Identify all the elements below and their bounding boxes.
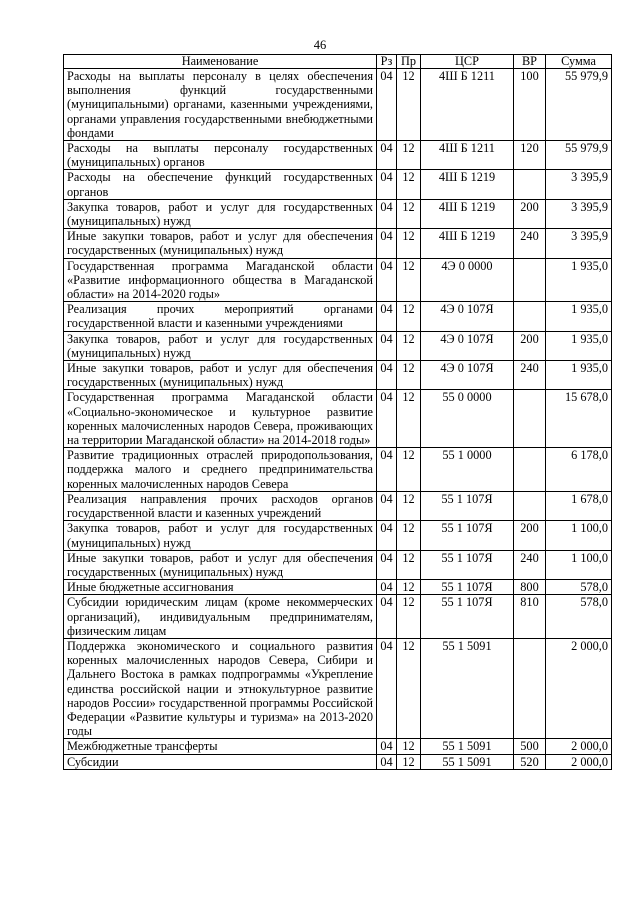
table-row <box>64 141 612 170</box>
cell-sum: 1 935,0 <box>546 331 612 360</box>
cell-vr: 240 <box>514 229 546 258</box>
cell-csr: 4Ш Б 1211 <box>421 141 514 170</box>
cell-rz: 04 <box>377 550 397 579</box>
cell-name: Субсидии юридическим лицам (кроме некоммерческих организаций), индивидуальным предпринимателям, физическим лицам <box>64 595 377 639</box>
cell-pr: 12 <box>397 580 421 595</box>
table-row <box>64 638 612 738</box>
table-body <box>64 69 612 770</box>
cell-pr: 12 <box>397 448 421 492</box>
cell-rz: 04 <box>377 331 397 360</box>
table-row <box>64 170 612 199</box>
table-row <box>64 361 612 390</box>
table-row <box>64 302 612 331</box>
cell-name: Расходы на обеспечение функций государственных органов <box>64 170 377 199</box>
cell-pr: 12 <box>397 302 421 331</box>
cell-pr: 12 <box>397 170 421 199</box>
cell-csr: 55 1 5091 <box>421 638 514 738</box>
cell-name: Поддержка экономического и социального развития коренных малочисленных народов Севера, Сибири и Дальнего Востока в рамках подпрограммы «Укрепление единства российской нации и этнокультурное развитие народов России» государственной программы Российской Федерации «Развитие культуры и туризма» на 2013-2020 годы <box>64 638 377 738</box>
cell-vr: 120 <box>514 141 546 170</box>
cell-csr: 4Э 0 107Я <box>421 361 514 390</box>
cell-pr: 12 <box>397 595 421 639</box>
cell-vr: 200 <box>514 521 546 550</box>
table-row <box>64 550 612 579</box>
cell-sum: 1 935,0 <box>546 302 612 331</box>
cell-rz: 04 <box>377 638 397 738</box>
cell-csr: 55 1 107Я <box>421 595 514 639</box>
table-header-row <box>64 55 612 69</box>
cell-rz: 04 <box>377 302 397 331</box>
cell-vr <box>514 302 546 331</box>
table-row <box>64 754 612 769</box>
cell-name: Иные закупки товаров, работ и услуг для обеспечения государственных (муниципальных) нужд <box>64 550 377 579</box>
cell-vr: 200 <box>514 331 546 360</box>
cell-vr: 100 <box>514 69 546 141</box>
cell-vr <box>514 491 546 520</box>
cell-csr: 55 1 0000 <box>421 448 514 492</box>
cell-name: Субсидии <box>64 754 377 769</box>
cell-pr: 12 <box>397 229 421 258</box>
cell-rz: 04 <box>377 229 397 258</box>
cell-pr: 12 <box>397 521 421 550</box>
cell-pr: 12 <box>397 638 421 738</box>
cell-name: Иные бюджетные ассигнования <box>64 580 377 595</box>
cell-vr: 810 <box>514 595 546 639</box>
cell-name: Закупка товаров, работ и услуг для государственных (муниципальных) нужд <box>64 521 377 550</box>
cell-name: Реализация направления прочих расходов органов государственной власти и казенных учреждений <box>64 491 377 520</box>
cell-pr: 12 <box>397 199 421 228</box>
cell-sum: 2 000,0 <box>546 638 612 738</box>
cell-sum: 1 935,0 <box>546 258 612 302</box>
cell-rz: 04 <box>377 69 397 141</box>
cell-name: Закупка товаров, работ и услуг для государственных (муниципальных) нужд <box>64 331 377 360</box>
cell-vr <box>514 258 546 302</box>
cell-rz: 04 <box>377 739 397 754</box>
cell-rz: 04 <box>377 580 397 595</box>
cell-rz: 04 <box>377 448 397 492</box>
cell-sum: 1 678,0 <box>546 491 612 520</box>
cell-rz: 04 <box>377 199 397 228</box>
cell-csr: 55 1 107Я <box>421 521 514 550</box>
page-number: 46 <box>313 38 327 52</box>
cell-csr: 4Э 0 107Я <box>421 302 514 331</box>
cell-pr: 12 <box>397 550 421 579</box>
cell-name: Иные закупки товаров, работ и услуг для обеспечения государственных (муниципальных) нужд <box>64 229 377 258</box>
table-row <box>64 199 612 228</box>
cell-csr: 4Ш Б 1219 <box>421 170 514 199</box>
cell-csr: 55 1 107Я <box>421 491 514 520</box>
header-rz: Рз <box>377 55 397 69</box>
cell-rz: 04 <box>377 595 397 639</box>
cell-csr: 55 1 5091 <box>421 739 514 754</box>
table-row <box>64 69 612 141</box>
cell-pr: 12 <box>397 258 421 302</box>
header-vr: ВР <box>514 55 546 69</box>
cell-vr: 240 <box>514 550 546 579</box>
table-row <box>64 448 612 492</box>
cell-rz: 04 <box>377 754 397 769</box>
cell-rz: 04 <box>377 141 397 170</box>
cell-csr: 4Э 0 0000 <box>421 258 514 302</box>
cell-rz: 04 <box>377 170 397 199</box>
cell-name: Государственная программа Магаданской области «Развитие информационного общества в Магаданской области» на 2014-2020 годы» <box>64 258 377 302</box>
cell-sum: 55 979,9 <box>546 141 612 170</box>
cell-csr: 4Ш Б 1219 <box>421 229 514 258</box>
cell-csr: 55 1 107Я <box>421 550 514 579</box>
table-row <box>64 739 612 754</box>
cell-pr: 12 <box>397 390 421 448</box>
table-row <box>64 580 612 595</box>
cell-name: Расходы на выплаты персоналу государственных (муниципальных) органов <box>64 141 377 170</box>
cell-sum: 1 935,0 <box>546 361 612 390</box>
table-row <box>64 491 612 520</box>
header-pr: Пр <box>397 55 421 69</box>
cell-sum: 55 979,9 <box>546 69 612 141</box>
cell-csr: 55 1 107Я <box>421 580 514 595</box>
cell-vr <box>514 638 546 738</box>
table-row <box>64 521 612 550</box>
cell-csr: 55 1 5091 <box>421 754 514 769</box>
cell-vr <box>514 448 546 492</box>
cell-vr: 240 <box>514 361 546 390</box>
cell-sum: 1 100,0 <box>546 550 612 579</box>
budget-table <box>63 54 612 770</box>
cell-name: Реализация прочих мероприятий органами государственной власти и казенными учреждениями <box>64 302 377 331</box>
table-row <box>64 595 612 639</box>
cell-vr <box>514 390 546 448</box>
cell-vr <box>514 170 546 199</box>
header-sum: Сумма <box>546 55 612 69</box>
cell-pr: 12 <box>397 754 421 769</box>
cell-sum: 578,0 <box>546 595 612 639</box>
cell-sum: 2 000,0 <box>546 754 612 769</box>
cell-sum: 3 395,9 <box>546 199 612 228</box>
cell-sum: 3 395,9 <box>546 170 612 199</box>
cell-pr: 12 <box>397 141 421 170</box>
cell-vr: 520 <box>514 754 546 769</box>
cell-rz: 04 <box>377 521 397 550</box>
cell-sum: 3 395,9 <box>546 229 612 258</box>
cell-pr: 12 <box>397 331 421 360</box>
cell-pr: 12 <box>397 491 421 520</box>
cell-name: Закупка товаров, работ и услуг для государственных (муниципальных) нужд <box>64 199 377 228</box>
cell-csr: 4Ш Б 1211 <box>421 69 514 141</box>
cell-name: Развитие традиционных отраслей природопользования, поддержка малого и среднего предпринимательства коренных малочисленных народов Севера <box>64 448 377 492</box>
table-row <box>64 331 612 360</box>
cell-pr: 12 <box>397 361 421 390</box>
cell-sum: 2 000,0 <box>546 739 612 754</box>
cell-sum: 1 100,0 <box>546 521 612 550</box>
cell-csr: 4Э 0 107Я <box>421 331 514 360</box>
table-row <box>64 229 612 258</box>
cell-name: Иные закупки товаров, работ и услуг для обеспечения государственных (муниципальных) нужд <box>64 361 377 390</box>
cell-csr: 55 0 0000 <box>421 390 514 448</box>
cell-pr: 12 <box>397 739 421 754</box>
cell-sum: 15 678,0 <box>546 390 612 448</box>
cell-csr: 4Ш Б 1219 <box>421 199 514 228</box>
cell-name: Межбюджетные трансферты <box>64 739 377 754</box>
table-row <box>64 390 612 448</box>
cell-name: Расходы на выплаты персоналу в целях обеспечения выполнения функций государственными (муниципальными) органами, казенными учреждениями, органами управления государственными внебюджетными фондами <box>64 69 377 141</box>
table-row <box>64 258 612 302</box>
cell-rz: 04 <box>377 390 397 448</box>
cell-sum: 6 178,0 <box>546 448 612 492</box>
header-name: Наименование <box>64 55 377 69</box>
cell-name: Государственная программа Магаданской области «Социально-экономическое и культурное развитие коренных малочисленных народов Севера, проживающих на территории Магаданской области» на 2014-2018 годы» <box>64 390 377 448</box>
cell-rz: 04 <box>377 258 397 302</box>
cell-vr: 800 <box>514 580 546 595</box>
cell-rz: 04 <box>377 491 397 520</box>
cell-pr: 12 <box>397 69 421 141</box>
cell-rz: 04 <box>377 361 397 390</box>
cell-sum: 578,0 <box>546 580 612 595</box>
cell-vr: 200 <box>514 199 546 228</box>
header-csr: ЦСР <box>421 55 514 69</box>
cell-vr: 500 <box>514 739 546 754</box>
